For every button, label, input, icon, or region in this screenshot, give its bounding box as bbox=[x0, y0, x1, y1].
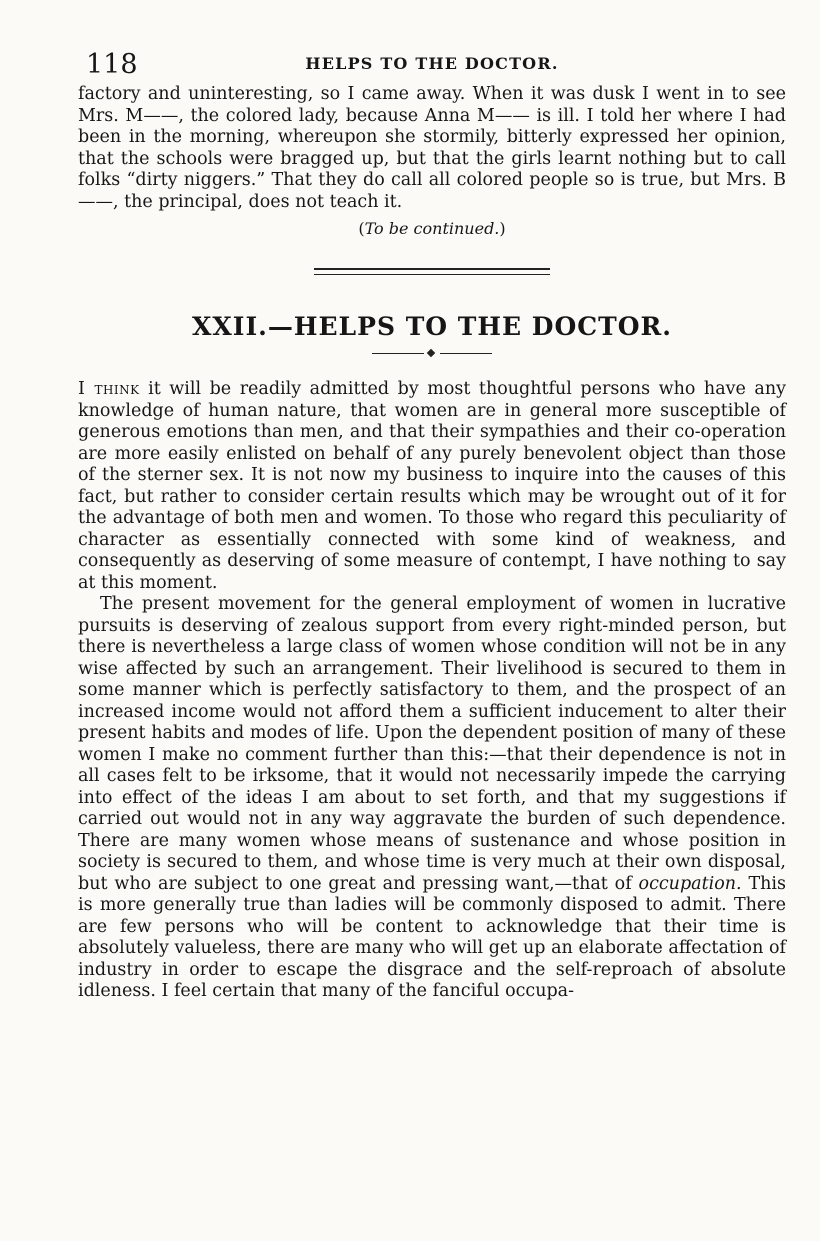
to-be-continued-note: (To be continued.) bbox=[358, 219, 506, 238]
section-divider-rule bbox=[314, 268, 550, 275]
paragraph-1-text: it will be readily admitted by most thoughtful persons who have any knowledge of human nature, that women are in general more susceptible of generous emotions than men, and that their sympathies and their co-operation are more easily enlisted on behalf of any purely benevolent object than those of the sterner sex. It is not now my business to inquire into the causes of this fact, but rather to consider certain results which may be wrought out of it for the advantage of both men and women. To those who regard this peculiarity of character as essentially connected with some kind of weakness, and consequently as deserving of some measure of contempt, I have nothing to say at this moment. bbox=[78, 379, 787, 593]
paragraph-2-emphasis: occupation. bbox=[638, 873, 742, 894]
paragraph-2 bbox=[78, 594, 786, 1003]
book-page bbox=[78, 50, 786, 1003]
paragraph-2-text-after: This is more generally true than ladies will be commonly disposed to admit. There are few persons who will be content to acknowledge that their time is absolutely valueless, there are many who will get up an elaborate affectation of industry in order to escape the disgrace and the self-reproach of absolute idleness. I feel certain that many of the fanciful occupa- bbox=[78, 873, 786, 1001]
ornament-line-left bbox=[372, 353, 424, 354]
to-be-continued-text: To be continued. bbox=[364, 219, 500, 238]
page-number: 118 bbox=[86, 49, 138, 80]
paragraph-1 bbox=[78, 379, 786, 594]
paragraph-1-lead: I think bbox=[78, 379, 140, 399]
paragraph-2-text-before: The present movement for the general employment of women in lucrative pursuits is deserving of zealous support from every right-minded person, but there is nevertheless a large class of women whose condition will not be in any wise affected by such an arrangement. Their livelihood is secured to them in some manner which is perfectly satisfactory to them, and the prospect of an increased income would not afford them a sufficient inducement to alter their present habits and modes of life. Upon the dependent position of many of these women I make no comment further than this:—that their dependence is not in all cases felt to be irksome, that it would not necessarily impede the carrying into effect of the ideas I am about to set forth, and that my suggestions if carried out would not in any way aggravate the burden of such dependence. There are many women whose means of sustenance and whose position in society is secured to them, and whose time is very much at their own disposal, but who are subject to one great and pressing want,—that of bbox=[78, 594, 786, 894]
running-title: HELPS TO THE DOCTOR. bbox=[305, 54, 559, 73]
continued-passage: factory and uninteresting, so I came away. When it was dusk I went in to see Mrs. M——, the colored lady, because Anna M—— is ill. I told her where I had been in the morning, whereupon she stormily, bitterly expressed her opinion, that the schools were bragged up, but that the girls learnt nothing but to call folks “dirty niggers.” That they do call all colored people so is true, but Mrs. B——, the principal, does not teach it. bbox=[78, 84, 786, 212]
section-title: XXII.—HELPS TO THE DOCTOR. bbox=[192, 312, 672, 341]
title-ornament bbox=[372, 349, 492, 359]
diamond-ornament-icon bbox=[427, 349, 435, 357]
ornament-line-right bbox=[440, 353, 492, 354]
running-head bbox=[78, 50, 786, 84]
section-body bbox=[78, 379, 786, 1003]
